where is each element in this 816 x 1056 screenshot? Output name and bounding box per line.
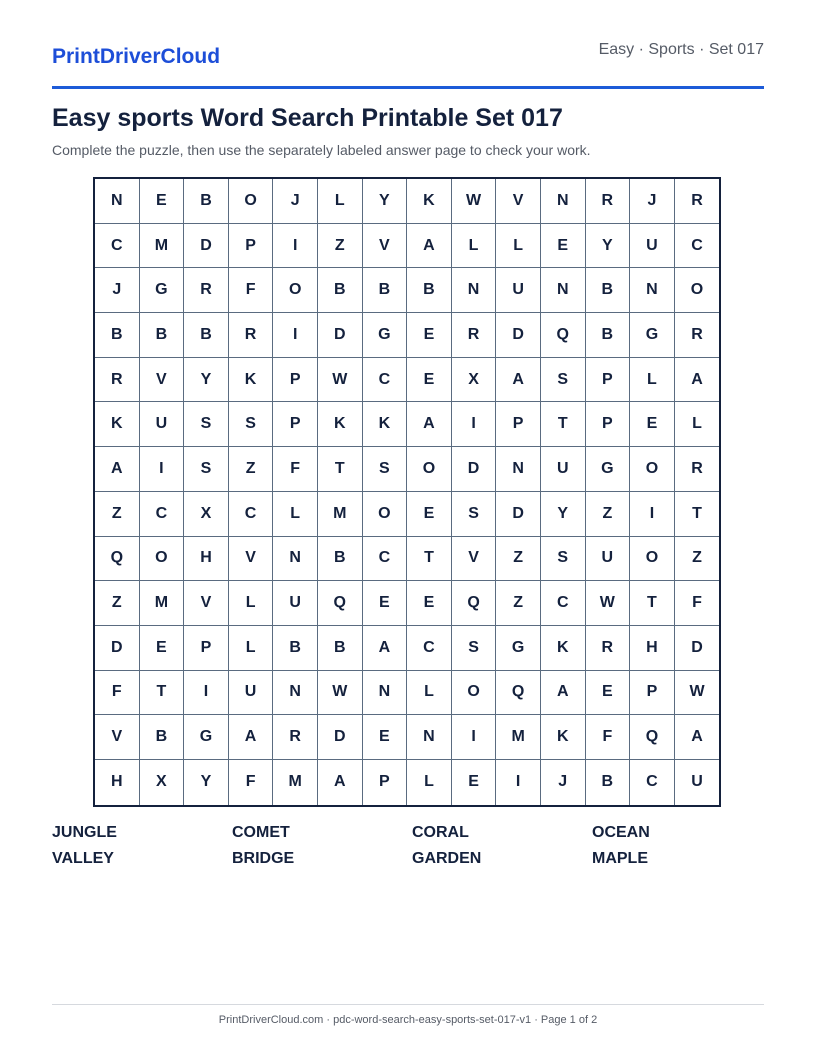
grid-cell: R [95, 358, 140, 403]
grid-cell: E [407, 581, 452, 626]
word-list-item: OCEAN [592, 824, 650, 841]
grid-cell: D [496, 492, 541, 537]
grid-cell: G [586, 447, 631, 492]
grid-cell: Q [95, 537, 140, 582]
grid-cell: A [363, 626, 408, 671]
grid-cell: Y [184, 358, 229, 403]
grid-cell: W [675, 671, 720, 716]
grid-cell: B [318, 626, 363, 671]
grid-cell: O [363, 492, 408, 537]
grid-cell: L [496, 224, 541, 269]
grid-cell: C [630, 760, 675, 805]
grid-cell: K [541, 626, 586, 671]
grid-cell: F [273, 447, 318, 492]
grid-cell: N [496, 447, 541, 492]
grid-cell: S [184, 402, 229, 447]
grid-cell: Z [95, 581, 140, 626]
grid-cell: A [407, 402, 452, 447]
grid-cell: E [140, 626, 185, 671]
grid-cell: O [407, 447, 452, 492]
grid-cell: C [229, 492, 274, 537]
grid-cell: K [229, 358, 274, 403]
grid-cell: C [675, 224, 720, 269]
grid-cell: N [363, 671, 408, 716]
grid-cell: G [496, 626, 541, 671]
word-list-item: JUNGLE [52, 824, 117, 841]
grid-cell: W [318, 358, 363, 403]
grid-cell: M [496, 715, 541, 760]
grid-cell: W [318, 671, 363, 716]
grid-cell: O [273, 268, 318, 313]
grid-cell: U [273, 581, 318, 626]
grid-cell: Y [586, 224, 631, 269]
grid-cell: L [273, 492, 318, 537]
grid-cell: M [140, 581, 185, 626]
grid-cell: O [140, 537, 185, 582]
grid-cell: U [140, 402, 185, 447]
grid-cell: B [273, 626, 318, 671]
grid-cell: T [541, 402, 586, 447]
grid-cell: Z [675, 537, 720, 582]
page-footer: PrintDriverCloud.com · pdc-word-search-easy-sports-set-017-v1 · Page 1 of 2 [218, 1014, 598, 1026]
grid-cell: R [675, 313, 720, 358]
grid-cell: Q [452, 581, 497, 626]
grid-cell: B [184, 179, 229, 224]
grid-cell: F [229, 268, 274, 313]
grid-cell: I [273, 224, 318, 269]
grid-cell: L [229, 581, 274, 626]
grid-cell: J [95, 268, 140, 313]
grid-cell: O [452, 671, 497, 716]
grid-cell: B [318, 268, 363, 313]
grid-cell: Z [496, 581, 541, 626]
grid-cell: V [452, 537, 497, 582]
grid-cell: A [95, 447, 140, 492]
grid-cell: U [691, 773, 703, 791]
grid-cell: D [675, 626, 720, 671]
grid-cell: F [229, 760, 274, 805]
grid-cell: E [407, 492, 452, 537]
grid-cell: D [184, 224, 229, 269]
grid-cell: S [452, 626, 497, 671]
grid-cell: E [140, 179, 185, 224]
grid-cell: D [318, 313, 363, 358]
grid-cell: S [541, 537, 586, 582]
grid-cell: Q [541, 313, 586, 358]
grid-cell: X [452, 358, 497, 403]
grid-cell: P [363, 760, 408, 805]
grid-cell: O [229, 179, 274, 224]
grid-cell: E [407, 313, 452, 358]
grid-cell: U [541, 447, 586, 492]
grid-cell: F [586, 715, 631, 760]
grid-cell: N [630, 268, 675, 313]
grid-cell: N [541, 268, 586, 313]
grid-cell: W [586, 581, 631, 626]
grid-cell: P [630, 671, 675, 716]
grid-cell: I [452, 402, 497, 447]
grid-cell: E [630, 402, 675, 447]
grid-cell: P [586, 402, 631, 447]
grid-cell: Z [229, 447, 274, 492]
grid-cell: Q [318, 581, 363, 626]
grid-cell: R [452, 313, 497, 358]
grid-cell: S [184, 447, 229, 492]
word-list-item: GARDEN [412, 850, 482, 867]
grid-cell: R [675, 179, 720, 224]
grid-cell: T [140, 671, 185, 716]
grid-cell: B [140, 313, 185, 358]
grid-cell: B [407, 268, 452, 313]
grid-cell: D [318, 715, 363, 760]
grid-cell: T [675, 492, 720, 537]
grid-cell: P [229, 224, 274, 269]
grid-cell: A [496, 358, 541, 403]
grid-cell: P [496, 402, 541, 447]
grid-cell: M [140, 224, 185, 269]
grid-cell: N [95, 179, 140, 224]
grid-cell: G [363, 313, 408, 358]
word-list-item: MAPLE [592, 850, 648, 867]
grid-cell: T [630, 581, 675, 626]
page-title: Easy sports Word Search Printable Set 017 [52, 104, 563, 132]
grid-cell: B [318, 537, 363, 582]
grid-cell: Q [496, 671, 541, 716]
grid-cell: V [229, 537, 274, 582]
grid-cell: A [541, 671, 586, 716]
word-list-item: COMET [232, 824, 290, 841]
grid-cell: Z [496, 537, 541, 582]
grid-cell: L [318, 179, 363, 224]
grid-cell: A [675, 715, 720, 760]
grid-cell: K [95, 402, 140, 447]
word-list-item: VALLEY [52, 850, 114, 867]
brand-logo[interactable]: PrintDriverCloud [52, 45, 221, 68]
grid-cell: I [273, 313, 318, 358]
grid-cell: K [541, 715, 586, 760]
grid-cell: L [675, 402, 720, 447]
grid-cell: F [675, 581, 720, 626]
grid-cell: S [363, 447, 408, 492]
grid-cell: O [675, 268, 720, 313]
grid-cell: C [541, 581, 586, 626]
grid-cell: J [273, 179, 318, 224]
grid-cell: E [407, 358, 452, 403]
grid-cell: V [496, 179, 541, 224]
grid-cell: A [407, 224, 452, 269]
grid-cell: W [452, 179, 497, 224]
grid-cell: A [229, 715, 274, 760]
grid-cell: R [229, 313, 274, 358]
grid-cell: M [273, 760, 318, 805]
grid-cell: L [229, 626, 274, 671]
grid-cell: T [407, 537, 452, 582]
grid-cell: I [140, 447, 185, 492]
grid-cell: V [363, 224, 408, 269]
page-subtitle: Complete the puzzle, then use the separately labeled answer page to check your work. [52, 142, 591, 158]
grid-cell: K [318, 402, 363, 447]
grid-cell: B [95, 313, 140, 358]
grid-cell: N [452, 268, 497, 313]
grid-cell: H [95, 760, 140, 805]
grid-cell: C [363, 537, 408, 582]
grid-cell: R [184, 268, 229, 313]
word-list-item: BRIDGE [232, 850, 295, 867]
grid-cell: X [184, 492, 229, 537]
grid-cell: A [675, 358, 720, 403]
grid-cell: H [184, 537, 229, 582]
grid-cell: V [140, 358, 185, 403]
grid-cell: V [95, 715, 140, 760]
grid-cell: Y [363, 179, 408, 224]
footer-divider [52, 1004, 764, 1005]
grid-cell: N [407, 715, 452, 760]
grid-cell: B [586, 268, 631, 313]
grid-cell: F [95, 671, 140, 716]
grid-cell: I [496, 760, 541, 805]
grid-cell: N [273, 537, 318, 582]
grid-cell: G [184, 715, 229, 760]
grid-cell: Z [95, 492, 140, 537]
grid-cell: L [630, 358, 675, 403]
grid-cell: Z [318, 224, 363, 269]
grid-cell: Z [586, 492, 631, 537]
grid-cell: L [407, 760, 452, 805]
grid-cell: B [363, 268, 408, 313]
grid-cell: P [586, 358, 631, 403]
grid-cell: S [541, 358, 586, 403]
grid-cell: K [363, 402, 408, 447]
grid-cell: X [140, 760, 185, 805]
grid-cell: V [184, 581, 229, 626]
grid-cell: I [452, 715, 497, 760]
grid-cell: I [630, 492, 675, 537]
grid-cell: G [630, 313, 675, 358]
grid-cell: H [630, 626, 675, 671]
grid-cell: U [630, 224, 675, 269]
grid-cell: D [452, 447, 497, 492]
grid-cell: G [140, 268, 185, 313]
grid-cell: T [318, 447, 363, 492]
grid-cell: B [586, 760, 631, 805]
grid-cell: P [184, 626, 229, 671]
grid-cell: B [184, 313, 229, 358]
grid-cell: K [407, 179, 452, 224]
grid-cell: P [273, 402, 318, 447]
grid-cell: E [541, 224, 586, 269]
grid-cell: A [318, 760, 363, 805]
grid-cell: L [452, 224, 497, 269]
word-list-item: CORAL [412, 824, 469, 841]
grid-cell: Y [184, 760, 229, 805]
grid-cell: M [318, 492, 363, 537]
page-header [52, 38, 764, 89]
grid-cell: N [541, 179, 586, 224]
grid-cell: R [675, 447, 720, 492]
grid-cell: J [541, 760, 586, 805]
grid-cell: U [229, 671, 274, 716]
grid-cell: S [229, 402, 274, 447]
grid-cell: D [95, 626, 140, 671]
grid-cell: B [140, 715, 185, 760]
grid-cell: L [407, 671, 452, 716]
grid-cell: I [184, 671, 229, 716]
grid-cell: C [363, 358, 408, 403]
word-list [52, 824, 772, 868]
grid-cell: N [273, 671, 318, 716]
puzzle-meta: Easy · Sports · Set 017 [598, 41, 764, 58]
grid-cell: E [586, 671, 631, 716]
grid-cell: R [586, 179, 631, 224]
grid-cell: E [363, 581, 408, 626]
grid-cell: U [496, 268, 541, 313]
grid-cell: J [630, 179, 675, 224]
word-search-grid [93, 177, 721, 807]
grid-cell: D [496, 313, 541, 358]
grid-cell: E [363, 715, 408, 760]
grid-cell: C [407, 626, 452, 671]
grid-cell: B [586, 313, 631, 358]
grid-cell: Q [630, 715, 675, 760]
grid-cell: R [273, 715, 318, 760]
grid-cell: R [586, 626, 631, 671]
grid-cell: Y [541, 492, 586, 537]
grid-cell: C [140, 492, 185, 537]
grid-cell: O [630, 447, 675, 492]
grid-cell: S [452, 492, 497, 537]
grid-cell: P [273, 358, 318, 403]
grid-cell: U [586, 537, 631, 582]
grid-cell: E [452, 760, 497, 805]
grid-cell: O [630, 537, 675, 582]
grid-cell: C [95, 224, 140, 269]
